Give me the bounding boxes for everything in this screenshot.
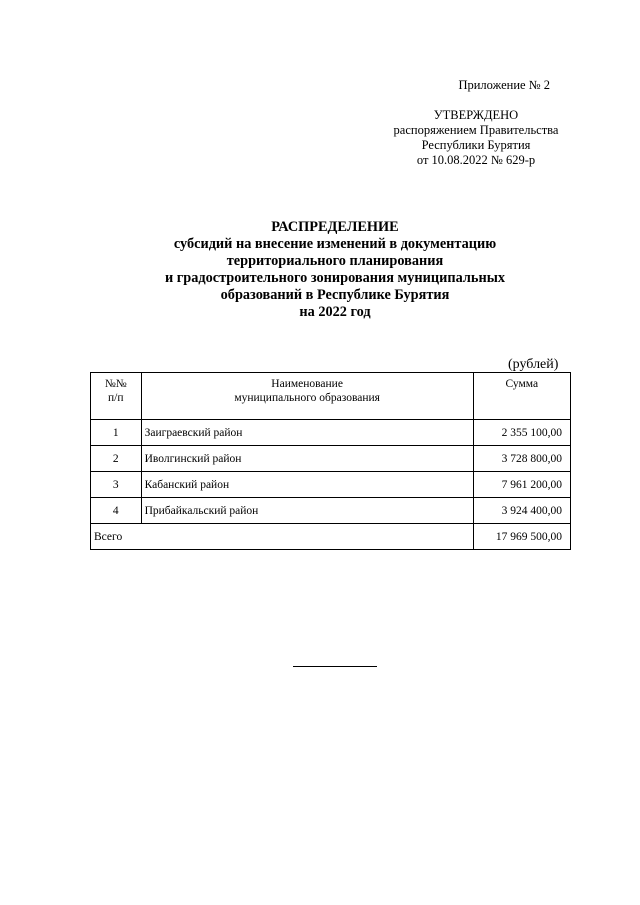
title-line: и градостроительного зонирования муниципальных <box>164 270 506 286</box>
header-num-line: №№ <box>104 378 127 390</box>
header-num <box>91 373 142 420</box>
approval-stamp <box>390 78 562 168</box>
header-sum-line: Сумма <box>505 378 539 390</box>
header-name-line: муниципального образования <box>234 392 380 404</box>
row-num: 2 <box>91 446 142 472</box>
header-name <box>141 373 473 420</box>
title-line: территориального планирования <box>226 253 444 269</box>
row-name: Кабанский район <box>141 472 473 498</box>
header-row <box>91 373 571 420</box>
total-sum: 17 969 500,00 <box>473 524 570 550</box>
row-num: 4 <box>91 498 142 524</box>
total-row <box>91 524 571 550</box>
row-name: Прибайкальский район <box>141 498 473 524</box>
approval-line: распоряжением Правительства <box>393 123 559 137</box>
row-sum: 3 728 800,00 <box>473 446 570 472</box>
row-sum: 2 355 100,00 <box>473 420 570 446</box>
row-num: 1 <box>91 420 142 446</box>
appendix-label: Приложение № 2 <box>458 78 550 92</box>
units-label: (рублей) <box>508 357 559 372</box>
table-row <box>91 498 571 524</box>
title-heading: РАСПРЕДЕЛЕНИЕ <box>271 219 399 235</box>
approval-line: УТВЕРЖДЕНО <box>433 108 519 122</box>
header-num-line: п/п <box>108 392 124 404</box>
approval-line: Республики Бурятия <box>421 138 531 152</box>
end-separator-line <box>293 666 377 667</box>
header-name-line: Наименование <box>271 378 343 390</box>
header-sum <box>473 373 570 420</box>
document-title <box>110 219 560 321</box>
row-name: Иволгинский район <box>141 446 473 472</box>
row-sum: 3 924 400,00 <box>473 498 570 524</box>
table-body <box>91 420 571 550</box>
total-label: Всего <box>91 524 474 550</box>
row-sum: 7 961 200,00 <box>473 472 570 498</box>
row-name: Заиграевский район <box>141 420 473 446</box>
title-line: субсидий на внесение изменений в документацию <box>173 236 497 252</box>
title-line: на 2022 год <box>299 304 371 320</box>
approval-line: от 10.08.2022 № 629-р <box>416 153 536 167</box>
distribution-table <box>90 372 571 550</box>
title-line: образований в Республике Бурятия <box>220 287 450 303</box>
row-num: 3 <box>91 472 142 498</box>
table-row <box>91 420 571 446</box>
table-header <box>91 373 571 420</box>
table-row <box>91 446 571 472</box>
table-row <box>91 472 571 498</box>
